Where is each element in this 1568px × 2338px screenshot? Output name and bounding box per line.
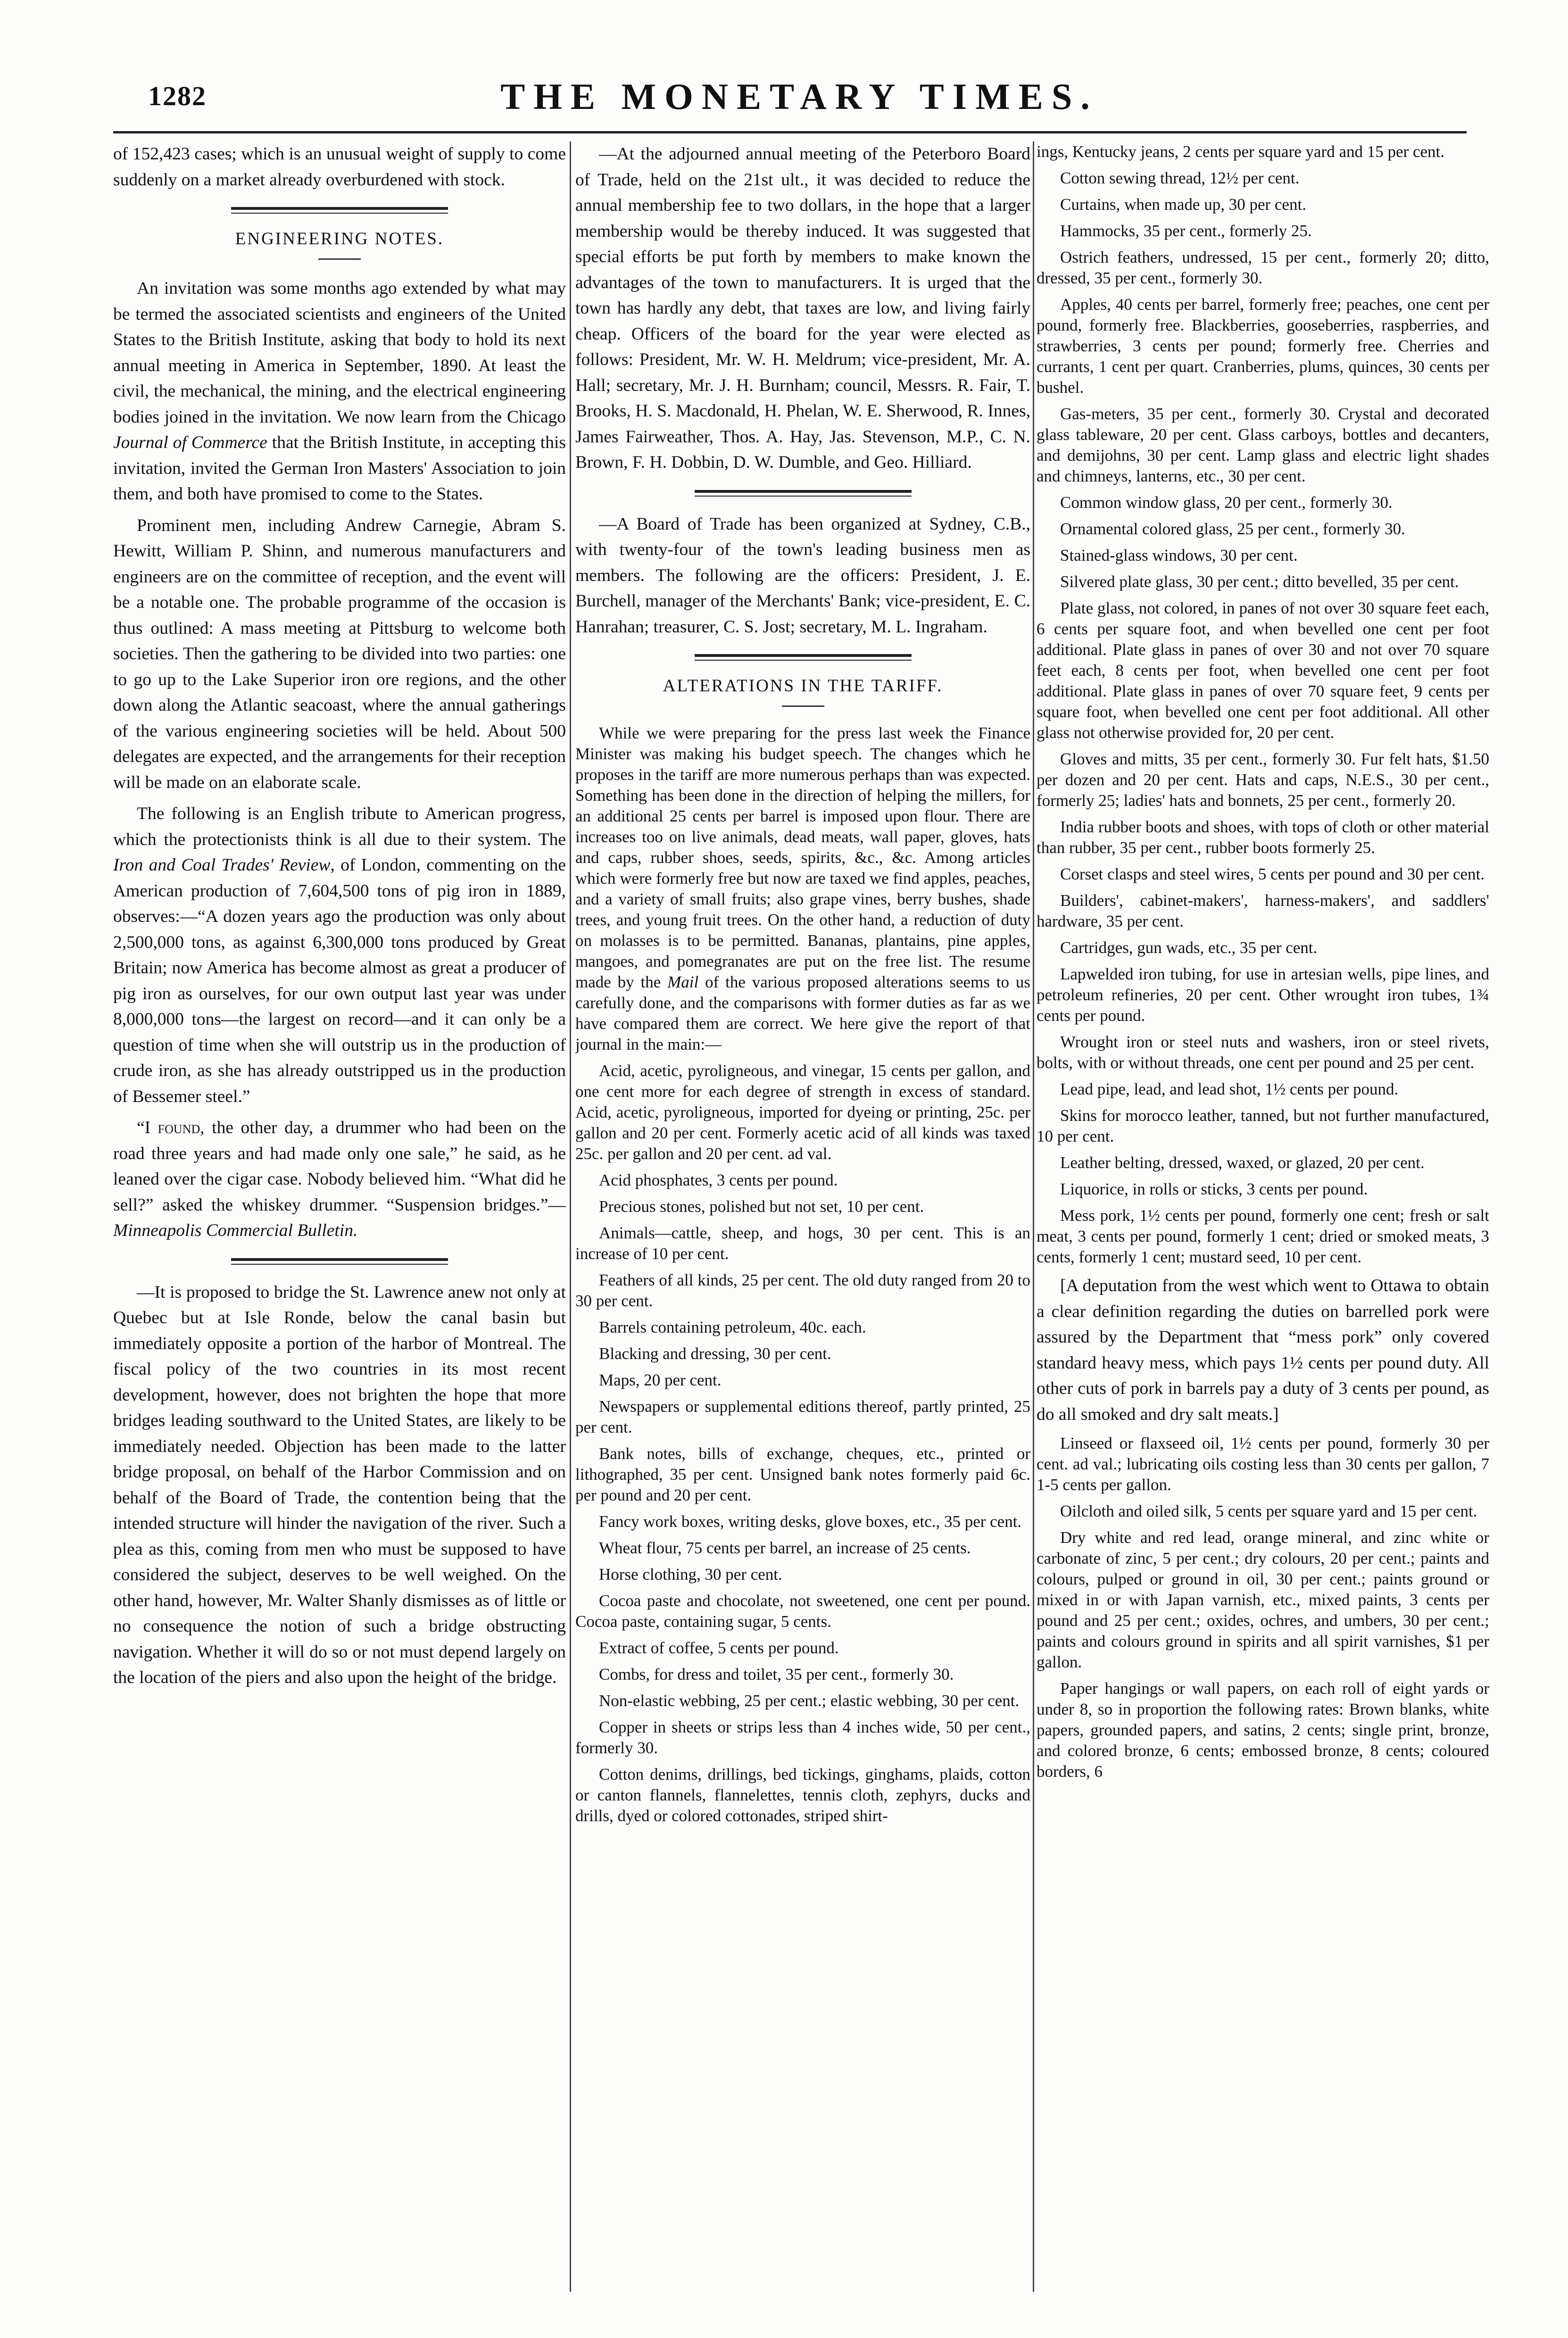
tariff-item: Ornamental colored glass, 25 per cent., formerly 30. bbox=[1060, 520, 1405, 538]
section-divider bbox=[695, 654, 912, 661]
tariff-item: India rubber boots and shoes, with tops of cloth or other material than rubber, 35 per cent., rubber boots formerly 25. bbox=[1037, 818, 1489, 857]
tariff-item: Lead pipe, lead, and lead shot, 1½ cents per pound. bbox=[1060, 1080, 1399, 1098]
tariff-item: Gas-meters, 35 per cent., formerly 30. Crystal and decorated glass tableware, 20 per cent. Glass carboys, bottles and decanters, and demijohns, 30 per cent. Lamp glass and electric light shades and chimneys, lanterns, etc., 30 per cent. bbox=[1037, 405, 1489, 485]
tariff-item: Ostrich feathers, undressed, 15 per cent., formerly 20; ditto, dressed, 35 per cent., formerly 30. bbox=[1037, 248, 1489, 287]
section-divider bbox=[231, 1258, 448, 1265]
article-paragraph: —At the adjourned annual meeting of the Peterboro Board of Trade, held on the 21st ult., it was decided to reduce the annual membership fee to two dollars, in the hope that a larger membership would be thereby induced. It was suggested that special efforts be put forth by members to make known the advantages of the town to manufacturers. It is urged that the town has hardly any debt, that taxes are low, and living fairly cheap. Officers of the board for the year were elected as follows: President, Mr. W. H. Meldrum; vice-president, Mr. A. Hall; secretary, Mr. J. H. Burnham; council, Messrs. R. Fair, T. Brooks, H. S. Macdonald, H. Phelan, W. E. Sherwood, R. Innes, James Fairweather, Thos. A. Hay, Jas. Stevenson, M.P., C. N. Brown, F. H. Dobbin, D. W. Dumble, and Geo. Hilliard. bbox=[575, 144, 1030, 472]
carry-over-paragraph: of 152,423 cases; which is an unusual weight of supply to come suddenly on a market already overburdened with stock. bbox=[113, 144, 566, 190]
tariff-item: Acid, acetic, pyroligneous, and vinegar, 15 cents per gallon, and one cent more for each degree of strength in excess of standard. Acid, acetic, pyroligneous, imported for dyeing or printing, 25c. per gallon and 20 per cent. Formerly acetic acid of all kinds was taxed 25c. per gallon and 20 per cent. ad val. bbox=[575, 1061, 1030, 1163]
editorial-note: [A deputation from the west which went to Ottawa to obtain a clear definition regarding the duties on barrelled pork were assured by the Department that “mess pork” only covered standard heavy mess, which pays 1½ cents per pound duty. All other cuts of pork in barrels pay a duty of 3 cents per pound, as do all smoked and dry salt meats.] bbox=[1037, 1276, 1489, 1424]
tariff-item: Combs, for dress and toilet, 35 per cent., formerly 30. bbox=[599, 1665, 954, 1683]
page-number: 1282 bbox=[148, 81, 207, 111]
tariff-item: Common window glass, 20 per cent., formerly 30. bbox=[1060, 493, 1393, 512]
column-rule-1 bbox=[570, 141, 571, 2292]
tariff-item: Plate glass, not colored, in panes of not over 30 square feet each, 6 cents per square foot, and when bevelled one cent per foot additional. Plate glass in panes of over 30 and not over 70 square feet each, 8 cents per foot, when bevelled one cent per foot additional. Plate glass in panes of over 70 square feet, 9 cents per square foot, when bevelled one cent per foot additional. All other glass not otherwise provided for, 20 per cent. bbox=[1037, 599, 1489, 742]
tariff-item: Corset clasps and steel wires, 5 cents per pound and 30 per cent. bbox=[1060, 865, 1485, 883]
tariff-item: Mess pork, 1½ cents per pound, formerly one cent; fresh or salt meat, 3 cents per pound, formerly 1 cent; dried or smoked meats, 3 cents, formerly 1 cent; mustard seed, 10 per cent. bbox=[1037, 1206, 1489, 1266]
tariff-item: Newspapers or supplemental editions thereof, partly printed, 25 per cent. bbox=[575, 1397, 1030, 1436]
tariff-item: Wheat flour, 75 cents per barrel, an increase of 25 cents. bbox=[599, 1539, 971, 1557]
tariff-item: Liquorice, in rolls or sticks, 3 cents per pound. bbox=[1060, 1180, 1368, 1198]
article-paragraph: The following is an English tribute to American progress, which the protectionists think is all due to their system. The Iron and Coal Trades' Review, of London, commenting on the American production of 7,604,500 tons of pig iron in 1889, observes:—“A dozen years ago the production was only about 2,500,000 tons, as against 6,300,000 tons produced by Great Britain; now America has become almost as great a producer of pig iron as ourselves, for our own output last year was under 8,000,000 tons—the largest on record—and it can only be a question of time when she will outstrip us in the production of crude iron, as she has already outstripped us in the production of Bessemer steel.” bbox=[113, 804, 566, 1106]
column-rule-2 bbox=[1033, 141, 1034, 2292]
tariff-item: Leather belting, dressed, waxed, or glazed, 20 per cent. bbox=[1060, 1153, 1425, 1172]
tariff-item: Builders', cabinet-makers', harness-makers', and saddlers' hardware, 35 per cent. bbox=[1037, 891, 1489, 930]
tariff-item: Linseed or flaxseed oil, 1½ cents per pound, formerly 30 per cent. ad val.; lubricating oils costing less than 30 cents per gallon, 7 1-5 cents per gallon. bbox=[1037, 1434, 1489, 1494]
tariff-item: Hammocks, 35 per cent., formerly 25. bbox=[1060, 222, 1312, 240]
tariff-item: Cocoa paste and chocolate, not sweetened, one cent per pound. Cocoa paste, containing sugar, 5 cents. bbox=[575, 1592, 1030, 1631]
section-divider bbox=[231, 207, 448, 214]
tariff-item: Fancy work boxes, writing desks, glove boxes, etc., 35 per cent. bbox=[599, 1512, 1022, 1531]
article-paragraph: An invitation was some months ago extended by what may be termed the associated scientists and engineers of the United States to the British Institute, asking that body to hold its next annual meeting in America in September, 1890. At least the civil, the mechanical, the mining, and the electrical engineering bodies joined in the invitation. We now learn from the Chicago Journal of Commerce that the British Institute, in accepting this invitation, invited the German Iron Masters' Association to join them, and both have promised to come to the States. bbox=[113, 279, 566, 504]
tariff-item: Stained-glass windows, 30 per cent. bbox=[1060, 546, 1298, 564]
tariff-item: Extract of coffee, 5 cents per pound. bbox=[599, 1639, 839, 1657]
tariff-item: Curtains, when made up, 30 per cent. bbox=[1060, 195, 1306, 214]
section-divider bbox=[695, 490, 912, 497]
heading-rule bbox=[782, 705, 824, 707]
column-1 bbox=[113, 141, 566, 2292]
tariff-item: Acid phosphates, 3 cents per pound. bbox=[599, 1171, 838, 1189]
tariff-item: Silvered plate glass, 30 per cent.; ditto bevelled, 35 per cent. bbox=[1060, 572, 1459, 591]
tariff-item: Horse clothing, 30 per cent. bbox=[599, 1565, 782, 1584]
carry-over-paragraph: ings, Kentucky jeans, 2 cents per square yard and 15 per cent. bbox=[1037, 142, 1444, 161]
article-paragraph: While we were preparing for the press last week the Finance Minister was making his budget speech. The changes which he proposes in the tariff are more numerous perhaps than was expected. Something has been done in the direction of helping the millers, for an additional 25 cents per barrel is imposed upon flour. There are increases too on live animals, dead meats, wall paper, gloves, hats and caps, rubber shoes, seeds, spirits, &c., &c. Among articles which were formerly free but now are taxed we find apples, peaches, and a variety of small fruits; also grape vines, berry bushes, shade trees, and young fruit trees. On the other hand, a reduction of duty on molasses is to be permitted. Bananas, plantains, pine apples, mangoes, and pomegranates are put on the free list. The resume made by the Mail of the various proposed alterations seems to us carefully done, and the comparisons with former duties as far as we have compared them are correct. We here give the report of that journal in the main:— bbox=[575, 724, 1030, 1053]
tariff-item: Feathers of all kinds, 25 per cent. The old duty ranged from 20 to 30 per cent. bbox=[575, 1271, 1030, 1310]
tariff-item: Animals—cattle, sheep, and hogs, 30 per cent. This is an increase of 10 per cent. bbox=[575, 1224, 1030, 1263]
tariff-item: Maps, 20 per cent. bbox=[599, 1371, 722, 1389]
page-header bbox=[141, 71, 1457, 127]
section-heading-engineering-notes: ENGINEERING NOTES. bbox=[235, 229, 444, 249]
tariff-item: Barrels containing petroleum, 40c. each. bbox=[599, 1318, 866, 1336]
tariff-item: Apples, 40 cents per barrel, formerly free; peaches, one cent per pound, formerly free. Blackberries, gooseberries, raspberries, and strawberries, 3 cents per pound; formerly free. Cherries and currants, 1 cent per quart. Cranberries, plums, quinces, 30 cents per bushel. bbox=[1037, 295, 1489, 397]
tariff-item: Bank notes, bills of exchange, cheques, etc., printed or lithographed, 35 per cent. Unsigned bank notes formerly paid 6c. per pound and 20 per cent. bbox=[575, 1444, 1030, 1504]
tariff-item: Precious stones, polished but not set, 10 per cent. bbox=[599, 1197, 924, 1216]
section-heading-tariff: ALTERATIONS IN THE TARIFF. bbox=[663, 676, 943, 696]
column-3 bbox=[1037, 141, 1489, 2292]
tariff-item: Oilcloth and oiled silk, 5 cents per square yard and 15 per cent. bbox=[1060, 1502, 1477, 1520]
header-rule bbox=[113, 131, 1467, 133]
tariff-item: Lapwelded iron tubing, for use in artesian wells, pipe lines, and petroleum refineries, 20 per cent. Other wrought iron tubes, 1¾ cents per pound. bbox=[1037, 965, 1489, 1025]
tariff-item: Skins for morocco leather, tanned, but not further manufactured, 10 per cent. bbox=[1037, 1106, 1489, 1145]
article-paragraph: Prominent men, including Andrew Carnegie, Abram S. Hewitt, William P. Shinn, and numerous manufacturers and engineers are on the committee of reception, and the event will be a notable one. The probable programme of the occasion is thus outlined: A mass meeting at Pittsburg to welcome both societies. Then the gathering to be divided into two parties: one to go up to the Lake Superior iron ore regions, and the other down along the Atlantic seacoast, where the annual gatherings of the various engineering societies will be held. About 500 delegates are expected, and the arrangements for their reception will be made on an elaborate scale. bbox=[113, 515, 566, 792]
masthead-title: THE MONETARY TIMES. bbox=[500, 76, 1098, 117]
tariff-item: Dry white and red lead, orange mineral, and zinc white or carbonate of zinc, 5 per cent.; dry colours, 20 per cent.; paints and colours, pulped or ground in oil, 30 per cent.; paints ground or mixed in or with Japan varnish, etc., mixed paints, 3 cents per pound and 25 per cent.; oxides, ochres, and umbers, 30 per cent.; paints and colours ground in spirits and all spirit varnishes, $1 per gallon. bbox=[1037, 1528, 1489, 1671]
column-2 bbox=[575, 141, 1030, 2292]
article-paragraph: —A Board of Trade has been organized at Sydney, C.B., with twenty-four of the town's leading business men as members. The following are the officers: President, J. E. Burchell, manager of the Merchants' Bank; vice-president, E. C. Hanrahan; treasurer, C. S. Jost; secretary, M. L. Ingraham. bbox=[575, 514, 1030, 637]
tariff-item: Cotton sewing thread, 12½ per cent. bbox=[1060, 169, 1300, 187]
tariff-item: Gloves and mitts, 35 per cent., formerly 30. Fur felt hats, $1.50 per dozen and 20 per cent. Hats and caps, N.E.S., 30 per cent., formerly 25; ladies' hats and bonnets, 25 per cent., formerly 20. bbox=[1037, 750, 1489, 810]
tariff-item: Wrought iron or steel nuts and washers, iron or steel rivets, bolts, with or without threads, one cent per pound and 25 per cent. bbox=[1037, 1033, 1489, 1072]
article-paragraph: —It is proposed to bridge the St. Lawrence anew not only at Quebec but at Isle Ronde, below the canal basin but immediately opposite a portion of the harbor of Montreal. The fiscal policy of the two countries in its most recent development, however, does not brighten the hope that more bridges leading southward to the United States, are likely to be immediately needed. Objection has been made to the latter bridge proposal, on behalf of the Harbor Commission and on behalf of the Board of Trade, the contention being that the intended structure will hinder the navigation of the river. Such a plea as this, coming from men who must be supposed to have considered the subject, deserves to be well weighed. On the other hand, however, Mr. Walter Shanly dismisses as of little or no consequence the notion of such a bridge obstructing navigation. Whether it will do so or not must depend largely on the location of the piers and also upon the height of the bridge. bbox=[113, 1282, 566, 1687]
tariff-item: Non-elastic webbing, 25 per cent.; elastic webbing, 30 per cent. bbox=[599, 1691, 1020, 1710]
tariff-item: Cotton denims, drillings, bed tickings, ginghams, plaids, cotton or canton flannels, flannelettes, tennis cloth, zephyrs, ducks and drills, dyed or colored cottonades, striped shirt- bbox=[575, 1765, 1030, 1825]
heading-rule bbox=[318, 258, 361, 260]
anecdote-paragraph: “I found, the other day, a drummer who had been on the road three years and had made only one sale,” he said, as he leaned over the cigar case. Nobody believed him. “What did he sell?” asked the whiskey drummer. “Suspension bridges.”—Minneapolis Commercial Bulletin. bbox=[113, 1118, 566, 1240]
tariff-item: Blacking and dressing, 30 per cent. bbox=[599, 1344, 831, 1363]
tariff-item: Copper in sheets or strips less than 4 inches wide, 50 per cent., formerly 30. bbox=[575, 1718, 1030, 1757]
tariff-item: Cartridges, gun wads, etc., 35 per cent. bbox=[1060, 938, 1318, 957]
tariff-item: Paper hangings or wall papers, on each roll of eight yards or under 8, so in proportion the following rates: Brown blanks, white papers, grounded papers, and satins, 2 cents; single print, bronze, and colored bronze, 6 cents; embossed bronze, 8 cents; coloured borders, 6 bbox=[1037, 1679, 1489, 1781]
